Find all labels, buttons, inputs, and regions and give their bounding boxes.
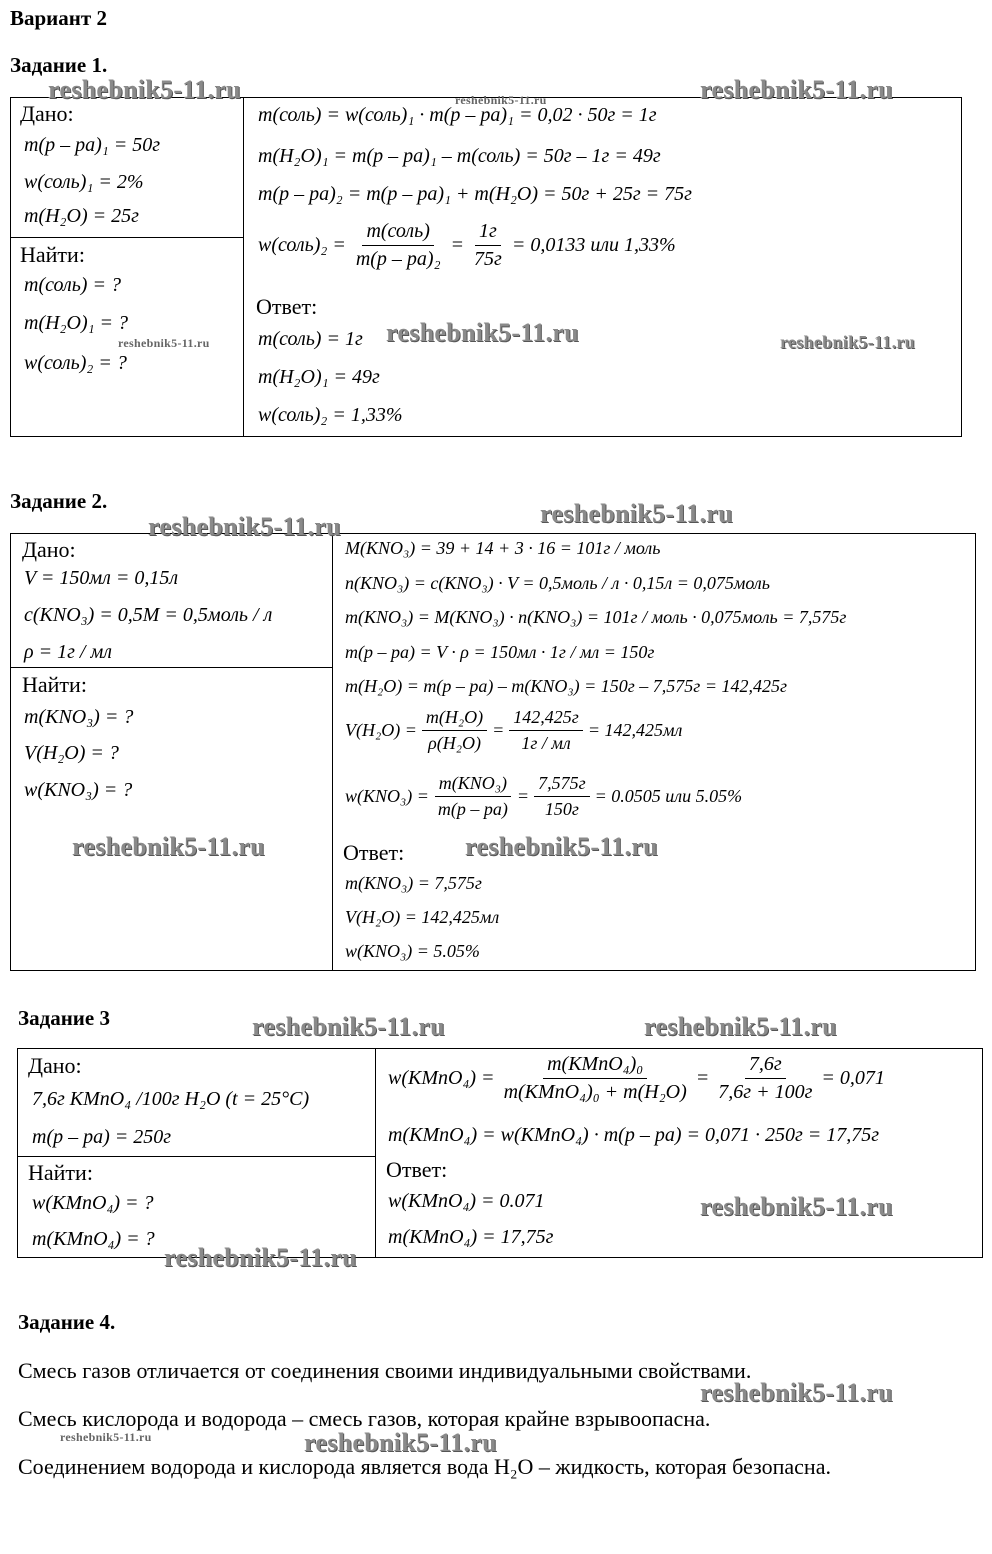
task2-f2-lhs: w(KNO₃) = bbox=[345, 786, 429, 806]
task2-f1-fraction-2 bbox=[509, 707, 583, 754]
task2-f1-lhs: V(H₂O) = bbox=[345, 720, 417, 740]
task2-solution-1: M(KNO₃) = 39 + 14 + 3 · 16 = 101г / моль bbox=[345, 538, 661, 558]
task2-f2-num: m(KNO₃) bbox=[435, 773, 511, 797]
task1-find-1: m(соль) = ? bbox=[24, 274, 121, 296]
task3-find-1: w(KMnO₄) = ? bbox=[32, 1192, 154, 1214]
task1-find-label: Найти: bbox=[20, 242, 85, 267]
watermark: reshebnik5-11.ru bbox=[465, 832, 658, 861]
task1-given-2: w(соль)₁ = 2% bbox=[24, 171, 144, 193]
task2-f2-eq: = bbox=[516, 786, 530, 806]
task1-given-find-divider bbox=[10, 237, 243, 238]
variant-title: Вариант 2 bbox=[10, 6, 107, 30]
task4-paragraph-2: Смесь кислорода и водорода – смесь газов, которая крайне взрывоопасна. bbox=[18, 1406, 711, 1431]
task1-frac2-den: 75г bbox=[474, 248, 502, 270]
watermark-small: reshebnik5-11.ru bbox=[455, 93, 547, 107]
task1-divider bbox=[243, 97, 244, 437]
watermark: reshebnik5-11.ru bbox=[72, 832, 265, 861]
watermark: reshebnik5-11.ru bbox=[700, 1192, 893, 1221]
task2-f1-result: = 142,425мл bbox=[587, 720, 683, 740]
task3-f-num: m(KMnO₄)₀ bbox=[543, 1053, 647, 1079]
task1-frac-result: = 0,0133 или 1,33% bbox=[511, 234, 676, 256]
task2-answer-1: m(KNO₃) = 7,575г bbox=[345, 873, 482, 893]
task2-f1-den2: 1г / мл bbox=[521, 733, 571, 753]
task2-answer-2: V(H₂O) = 142,425мл bbox=[345, 907, 500, 927]
task2-divider bbox=[332, 533, 333, 971]
watermark-small: reshebnik5-11.ru bbox=[60, 1430, 152, 1444]
task3-f-den2: 7,6г + 100г bbox=[718, 1081, 813, 1103]
task1-solution-3: m(р – ра)₂ = m(р – ра)₁ + m(H₂O) = 50г + 25г = 75г bbox=[258, 183, 692, 205]
task2-solution-5: m(H₂O) = m(р – ра) – m(KNO₃) = 150г – 7,575г = 142,425г bbox=[345, 676, 787, 696]
task2-f2-result: = 0.0505 или 5.05% bbox=[594, 786, 743, 806]
task2-title: Задание 2. bbox=[10, 489, 108, 513]
watermark: reshebnik5-11.ru bbox=[148, 512, 341, 541]
task3-fraction-line bbox=[388, 1053, 885, 1104]
task2-f2-num2: 7,575г bbox=[534, 773, 590, 797]
task1-fraction-line bbox=[258, 220, 676, 271]
task3-given-1: 7,6г KMnO₄ /100г H₂O (t = 25°C) bbox=[32, 1088, 310, 1110]
task2-solution-4: m(р – ра) = V · ρ = 150мл · 1г / мл = 150г bbox=[345, 642, 655, 662]
task2-f1-eq: = bbox=[492, 720, 505, 740]
task3-f-num2: 7,6г bbox=[745, 1053, 786, 1079]
task2-f1-fraction bbox=[422, 707, 487, 754]
task3-given-find-divider bbox=[17, 1156, 375, 1157]
task1-given-3: m(H₂O) = 25г bbox=[24, 205, 139, 227]
watermark: reshebnik5-11.ru bbox=[644, 1012, 837, 1041]
watermark: reshebnik5-11.ru bbox=[164, 1243, 357, 1272]
watermark: reshebnik5-11.ru bbox=[48, 75, 241, 104]
task2-given-3: ρ = 1г / мл bbox=[24, 641, 112, 663]
task4-paragraph-1: Смесь газов отличается от соединения своими индивидуальными свойствами. bbox=[18, 1358, 752, 1383]
task3-f-lhs: w(KMnO₄) = bbox=[388, 1067, 495, 1089]
task1-frac2-num: 1г bbox=[475, 220, 501, 246]
task2-given-label: Дано: bbox=[22, 537, 76, 562]
watermark: reshebnik5-11.ru bbox=[386, 318, 579, 347]
task2-solution-3: m(KNO₃) = M(KNO₃) · n(KNO₃) = 101г / моль · 0,075моль = 7,575г bbox=[345, 607, 847, 627]
task2-find-2: V(H₂O) = ? bbox=[24, 742, 119, 764]
task1-fraction-2 bbox=[470, 220, 506, 271]
task1-answer-2: m(H₂O)₁ = 49г bbox=[258, 366, 380, 388]
watermark: reshebnik5-11.ru bbox=[780, 332, 915, 352]
task2-f2-den2: 150г bbox=[544, 799, 579, 819]
task2-f2-den: m(р – ра) bbox=[437, 799, 508, 819]
task3-given-2: m(р – ра) = 250г bbox=[32, 1126, 172, 1148]
task2-find-label: Найти: bbox=[22, 672, 87, 697]
task3-given-label: Дано: bbox=[28, 1053, 82, 1078]
task2-answer-3: w(KNO₃) = 5.05% bbox=[345, 941, 480, 961]
task1-given-1: m(р – ра)₁ = 50г bbox=[24, 134, 161, 156]
task3-answer-1: w(KMnO₄) = 0.071 bbox=[388, 1190, 545, 1212]
watermark-small: reshebnik5-11.ru bbox=[118, 336, 210, 350]
watermark: reshebnik5-11.ru bbox=[252, 1012, 445, 1041]
task2-find-1: m(KNO₃) = ? bbox=[24, 706, 134, 728]
task3-find-2: m(KMnO₄) = ? bbox=[32, 1228, 155, 1250]
task1-frac-lhs: w(соль)₂ = bbox=[258, 234, 346, 256]
task3-f-eq: = bbox=[695, 1067, 710, 1089]
task1-solution-1: m(соль) = w(соль)₁ · m(р – ра)₁ = 0,02 · 50г = 1г bbox=[258, 104, 657, 126]
task2-f2-fraction-2 bbox=[534, 773, 590, 820]
task3-find-label: Найти: bbox=[28, 1160, 93, 1185]
task2-f2-fraction bbox=[434, 773, 512, 820]
task1-answer-3: w(соль)₂ = 1,33% bbox=[258, 404, 403, 426]
task4-paragraph-3: Соединением водорода и кислорода является вода H₂O – жидкость, которая безопасна. bbox=[18, 1454, 831, 1479]
task2-volume-fraction-line bbox=[345, 707, 682, 754]
task2-f1-num2: 142,425г bbox=[509, 707, 583, 731]
task1-solution-2: m(H₂O)₁ = m(р – ра)₁ – m(соль) = 50г – 1г = 49г bbox=[258, 145, 661, 167]
task2-find-3: w(KNO₃) = ? bbox=[24, 779, 133, 801]
task2-mass-fraction-line bbox=[345, 773, 742, 820]
task3-f-den: m(KMnO₄)₀ + m(H₂O) bbox=[503, 1081, 687, 1103]
task1-answer-label: Ответ: bbox=[256, 294, 318, 319]
task1-find-3: w(соль)₂ = ? bbox=[24, 352, 127, 374]
task3-f-result: = 0,071 bbox=[821, 1067, 885, 1089]
task3-fraction-2 bbox=[714, 1053, 816, 1104]
task1-find-2: m(H₂O)₁ = ? bbox=[24, 312, 129, 334]
task3-title: Задание 3 bbox=[18, 1006, 110, 1030]
task3-answer-2: m(KMnO₄) = 17,75г bbox=[388, 1226, 554, 1248]
task1-frac-eq: = bbox=[450, 234, 465, 256]
watermark: reshebnik5-11.ru bbox=[540, 499, 733, 528]
task3-answer-label: Ответ: bbox=[386, 1157, 448, 1182]
watermark: reshebnik5-11.ru bbox=[700, 75, 893, 104]
task2-given-2: c(KNO₃) = 0,5M = 0,5моль / л bbox=[24, 604, 273, 626]
watermark: reshebnik5-11.ru bbox=[700, 1378, 893, 1407]
task1-fraction bbox=[352, 220, 445, 271]
task1-title: Задание 1. bbox=[10, 53, 108, 77]
task2-f1-num: m(H₂O) bbox=[422, 707, 487, 731]
task1-given-label: Дано: bbox=[20, 101, 74, 126]
watermark: reshebnik5-11.ru bbox=[304, 1428, 497, 1457]
task1-answer-1: m(соль) = 1г bbox=[258, 328, 363, 350]
task2-f1-den: ρ(H₂O) bbox=[428, 733, 481, 753]
task2-given-find-divider bbox=[10, 667, 332, 668]
task2-answer-label: Ответ: bbox=[343, 840, 405, 865]
task3-fraction bbox=[500, 1053, 691, 1104]
task2-given-1: V = 150мл = 0,15л bbox=[24, 567, 179, 589]
task3-solution-2: m(KMnO₄) = w(KMnO₄) · m(р – ра) = 0,071 · 250г = 17,75г bbox=[388, 1124, 880, 1146]
task1-frac-den: m(р – ра)₂ bbox=[355, 248, 441, 270]
task4-title: Задание 4. bbox=[18, 1310, 116, 1334]
task2-solution-2: n(KNO₃) = c(KNO₃) · V = 0,5моль / л · 0,15л = 0,075моль bbox=[345, 573, 770, 593]
task3-divider bbox=[375, 1048, 376, 1258]
task1-frac-num: m(соль) bbox=[362, 220, 433, 246]
